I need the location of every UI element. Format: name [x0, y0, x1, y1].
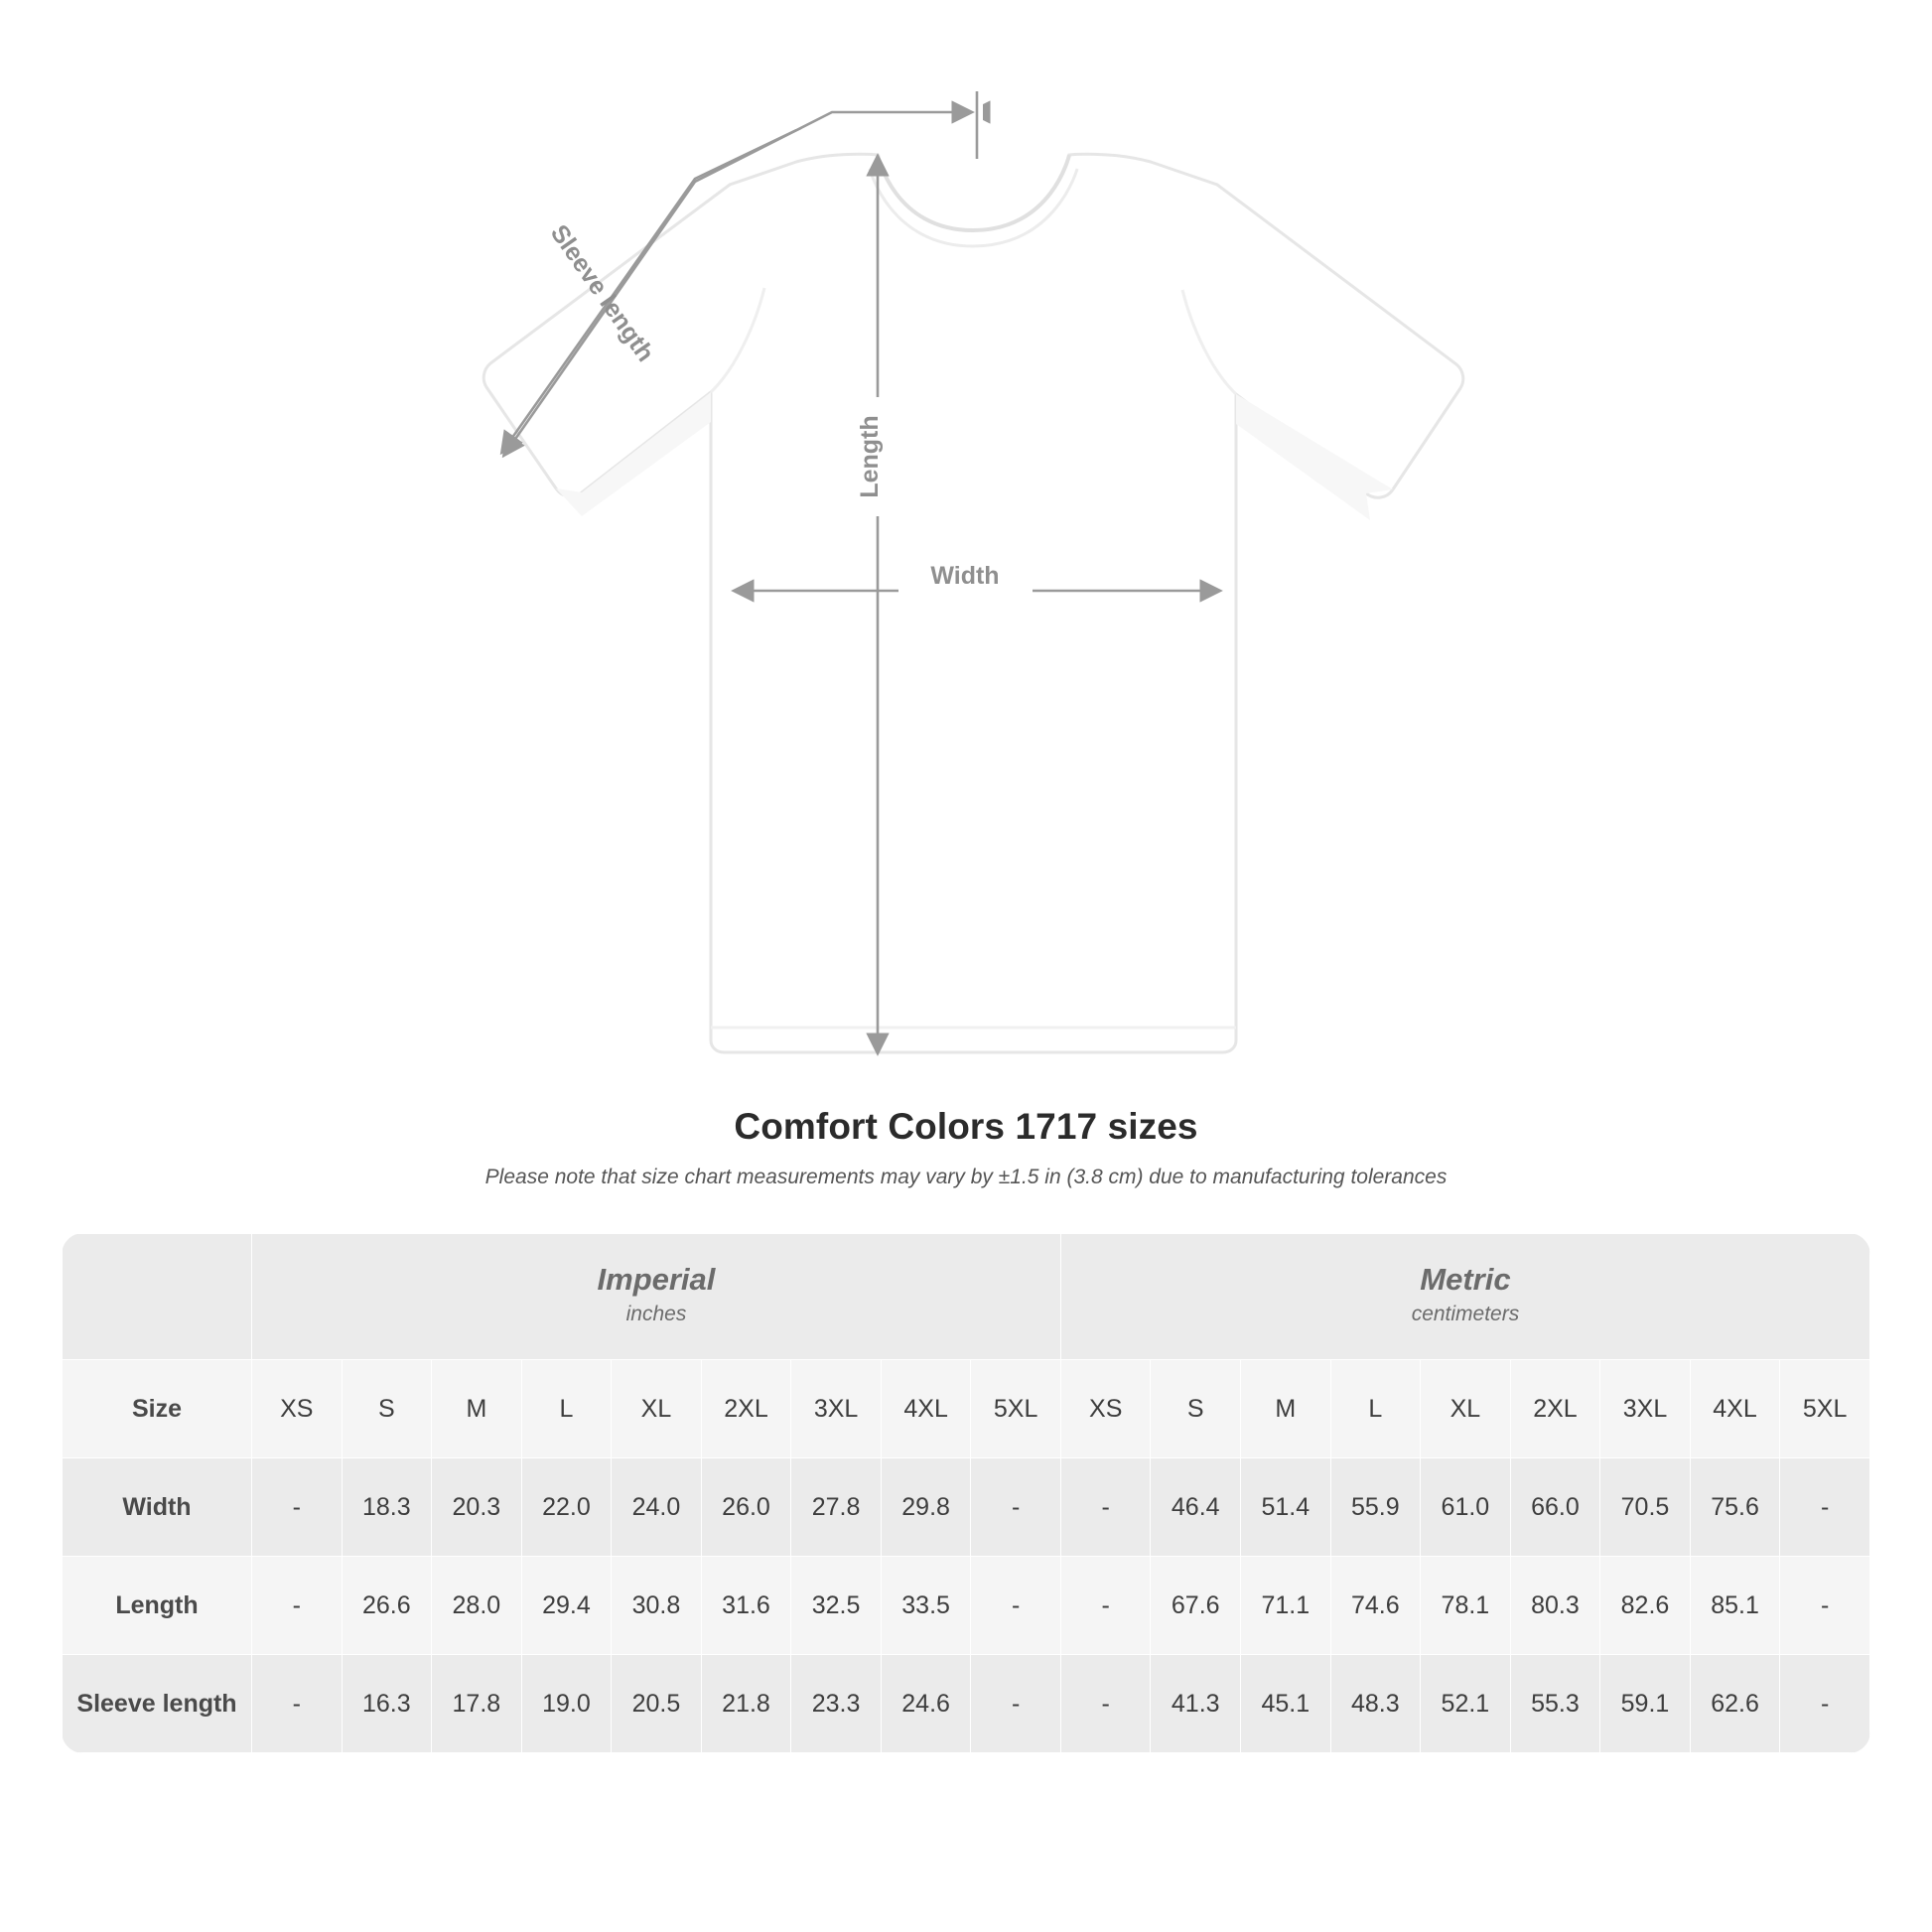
width-label: Width	[930, 562, 1000, 590]
cell: 75.6	[1690, 1458, 1780, 1557]
cell: -	[1780, 1458, 1870, 1557]
size-header-cell: M	[1241, 1360, 1331, 1458]
unit-sub-metric: centimeters	[1411, 1303, 1520, 1326]
sleeve-length-label: Sleeve length	[544, 219, 660, 367]
unit-header-imperial	[252, 1234, 1061, 1360]
size-table	[62, 1233, 1870, 1753]
row-label-length: Length	[63, 1557, 252, 1655]
size-header-label: Size	[63, 1360, 252, 1458]
row-label-sleeve-length: Sleeve length	[63, 1655, 252, 1753]
cell: 55.9	[1330, 1458, 1421, 1557]
size-header-cell: 3XL	[1600, 1360, 1691, 1458]
cell: 70.5	[1600, 1458, 1691, 1557]
cell: -	[1780, 1655, 1870, 1753]
row-label-width: Width	[63, 1458, 252, 1557]
unit-name-metric: Metric	[1420, 1262, 1511, 1298]
cell: 33.5	[881, 1557, 971, 1655]
cell: 20.5	[612, 1655, 702, 1753]
size-header-cell: XL	[612, 1360, 702, 1458]
size-header-cell: L	[1330, 1360, 1421, 1458]
cell: 18.3	[342, 1458, 432, 1557]
cell: 21.8	[701, 1655, 791, 1753]
cell: 48.3	[1330, 1655, 1421, 1753]
cell: 61.0	[1421, 1458, 1511, 1557]
cell: -	[1780, 1557, 1870, 1655]
size-header-row	[63, 1360, 1870, 1458]
cell: 20.3	[432, 1458, 522, 1557]
unit-name-imperial: Imperial	[597, 1262, 716, 1298]
cell: 80.3	[1510, 1557, 1600, 1655]
table-row	[63, 1458, 1870, 1557]
tshirt-shape	[483, 154, 1463, 1052]
cell: 46.4	[1151, 1458, 1241, 1557]
cell: 71.1	[1241, 1557, 1331, 1655]
cell: 62.6	[1690, 1655, 1780, 1753]
unit-sub-imperial: inches	[625, 1303, 687, 1326]
size-header-cell: S	[342, 1360, 432, 1458]
size-header-cell: 3XL	[791, 1360, 882, 1458]
cell: -	[252, 1557, 343, 1655]
cell: 28.0	[432, 1557, 522, 1655]
size-header-cell: XS	[252, 1360, 343, 1458]
cell: -	[1060, 1655, 1151, 1753]
cell: -	[971, 1557, 1061, 1655]
cell: 85.1	[1690, 1557, 1780, 1655]
cell: 29.4	[521, 1557, 612, 1655]
page-title: Comfort Colors 1717 sizes	[734, 1106, 1198, 1147]
cell: 19.0	[521, 1655, 612, 1753]
cell: -	[971, 1655, 1061, 1753]
cell: 66.0	[1510, 1458, 1600, 1557]
size-header-cell: 2XL	[701, 1360, 791, 1458]
size-header-cell: XS	[1060, 1360, 1151, 1458]
cell: -	[1060, 1458, 1151, 1557]
tolerance-note: Please note that size chart measurements may vary by ±1.5 in (3.8 cm) due to manufacturing tolerances	[484, 1166, 1448, 1188]
cell: 31.6	[701, 1557, 791, 1655]
size-header-cell: 5XL	[1780, 1360, 1870, 1458]
cell: 30.8	[612, 1557, 702, 1655]
size-header-cell: 4XL	[881, 1360, 971, 1458]
size-header-cell: M	[432, 1360, 522, 1458]
table-row	[63, 1557, 1870, 1655]
cell: 41.3	[1151, 1655, 1241, 1753]
cell: -	[971, 1458, 1061, 1557]
cell: -	[252, 1458, 343, 1557]
cell: 67.6	[1151, 1557, 1241, 1655]
cell: 27.8	[791, 1458, 882, 1557]
cell: 74.6	[1330, 1557, 1421, 1655]
cell: -	[252, 1655, 343, 1753]
unit-header-metric	[1060, 1234, 1869, 1360]
cell: 45.1	[1241, 1655, 1331, 1753]
size-table-container	[62, 1233, 1870, 1753]
size-header-cell: 5XL	[971, 1360, 1061, 1458]
cell: 22.0	[521, 1458, 612, 1557]
table-row	[63, 1655, 1870, 1753]
cell: 26.6	[342, 1557, 432, 1655]
cell: 24.0	[612, 1458, 702, 1557]
cell: 23.3	[791, 1655, 882, 1753]
cell: 51.4	[1241, 1458, 1331, 1557]
cell: 82.6	[1600, 1557, 1691, 1655]
cell: 29.8	[881, 1458, 971, 1557]
size-header-cell: 4XL	[1690, 1360, 1780, 1458]
unit-header-spacer	[63, 1234, 252, 1360]
size-header-cell: XL	[1421, 1360, 1511, 1458]
size-header-cell: S	[1151, 1360, 1241, 1458]
cell: 52.1	[1421, 1655, 1511, 1753]
cell: 26.0	[701, 1458, 791, 1557]
cell: 17.8	[432, 1655, 522, 1753]
cell: 55.3	[1510, 1655, 1600, 1753]
unit-header-row	[63, 1234, 1870, 1360]
cell: 24.6	[881, 1655, 971, 1753]
cell: 32.5	[791, 1557, 882, 1655]
size-header-cell: 2XL	[1510, 1360, 1600, 1458]
size-header-cell: L	[521, 1360, 612, 1458]
length-label: Length	[856, 415, 884, 498]
cell: 16.3	[342, 1655, 432, 1753]
cell: 78.1	[1421, 1557, 1511, 1655]
cell: -	[1060, 1557, 1151, 1655]
cell: 59.1	[1600, 1655, 1691, 1753]
